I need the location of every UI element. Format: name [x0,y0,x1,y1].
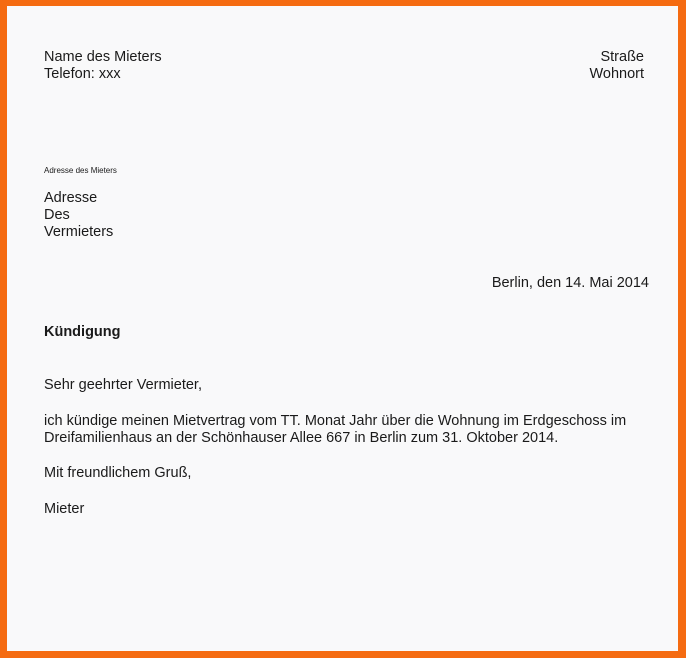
letter-page [7,6,678,651]
sender-city: Wohnort [589,66,644,82]
body-line-1: ich kündige meinen Mietvertrag vom TT. Monat Jahr über die Wohnung im Erdgeschoss im [44,413,627,429]
body-line-2: Dreifamilienhaus an der Schönhauser Allee 667 in Berlin zum 31. Oktober 2014. [44,430,559,446]
return-address-line: Adresse des Mieters [44,166,117,175]
signature: Mieter [44,501,85,517]
recipient-line-2: Des [44,207,70,223]
sender-phone: Telefon: xxx [44,66,121,82]
date-line: Berlin, den 14. Mai 2014 [491,275,649,291]
closing: Mit freundlichem Gruß, [44,465,192,481]
subject-heading: Kündigung [44,324,121,340]
recipient-line-3: Vermieters [44,224,114,240]
sender-street: Straße [600,49,644,65]
recipient-line-1: Adresse [44,190,98,206]
salutation: Sehr geehrter Vermieter, [44,377,202,393]
sender-name: Name des Mieters [44,49,162,65]
